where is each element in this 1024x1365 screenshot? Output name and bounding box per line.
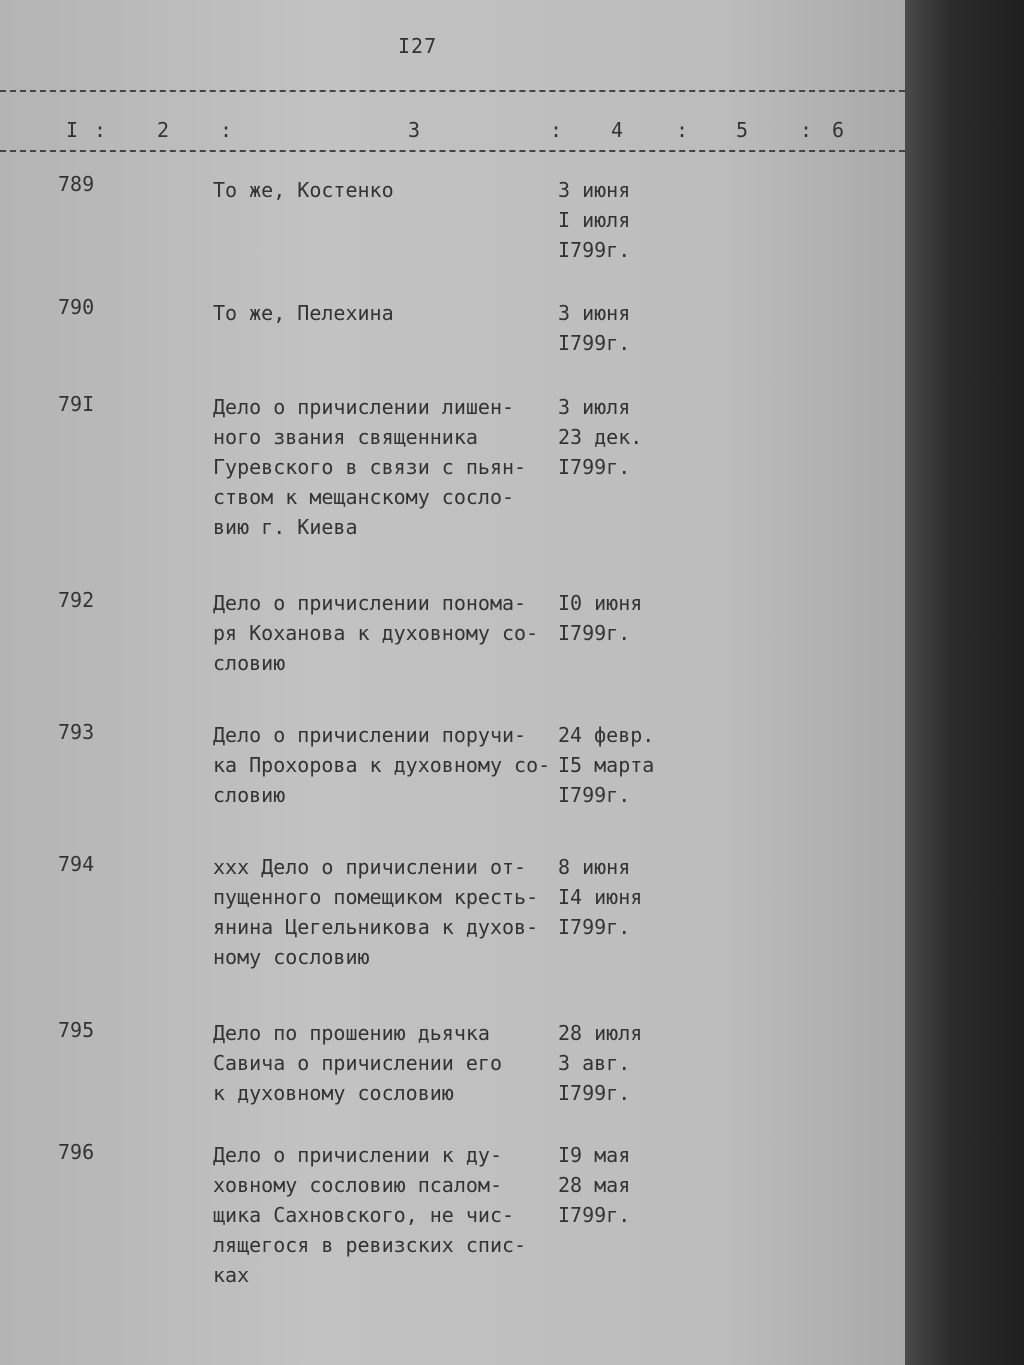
- entry-date-line: I9 мая: [558, 1143, 631, 1167]
- entry-description-line: словию: [213, 651, 286, 675]
- entry-date-line: 23 дек.: [558, 425, 643, 449]
- col-header-1: I: [66, 118, 79, 142]
- entry-dates: [558, 392, 678, 482]
- col-header-sep: :: [676, 118, 689, 142]
- col-header-5: 5: [736, 118, 749, 142]
- entry-description-line: То же, Пелехина: [213, 301, 394, 325]
- entry-date-line: 3 авг.: [558, 1051, 631, 1075]
- entry-date-line: I799г.: [558, 621, 631, 645]
- entry-date-line: 3 июля: [558, 395, 631, 419]
- entry-description-line: То же, Костенко: [213, 178, 394, 202]
- entry-number: 789: [58, 172, 95, 196]
- col-header-sep: :: [94, 118, 107, 142]
- col-header-sep: :: [550, 118, 563, 142]
- entry-number: 792: [58, 588, 95, 612]
- entry-description-line: ховному сословию псалом-: [213, 1173, 502, 1197]
- page-number: I27: [398, 34, 438, 58]
- entry-description-line: ного звания священника: [213, 425, 478, 449]
- entry-dates: [558, 1140, 678, 1230]
- entry-description-line: Дело о причислении поручи-: [213, 723, 527, 747]
- entry-date-line: 3 июня: [558, 301, 631, 325]
- entry-date-line: 24 февр.: [558, 723, 655, 747]
- entry-date-line: 28 мая: [558, 1173, 631, 1197]
- col-header-sep: :: [800, 118, 813, 142]
- entry-description-line: Дело по прошению дьячка: [213, 1021, 490, 1045]
- entry-date-line: I799г.: [558, 238, 631, 262]
- entry-number: 793: [58, 720, 95, 744]
- entry-date-line: I799г.: [558, 455, 631, 479]
- entry-description-line: янина Цегельникова к духов-: [213, 915, 539, 939]
- entry-description: [213, 298, 558, 328]
- entry-description: [213, 588, 558, 678]
- entry-description-line: Дело о причислении понома-: [213, 591, 527, 615]
- entry-description-line: лящегося в ревизских спис-: [213, 1233, 527, 1257]
- entry-date-line: I799г.: [558, 1081, 631, 1105]
- entry-date-line: 3 июня: [558, 178, 631, 202]
- entry-date-line: I799г.: [558, 783, 631, 807]
- entry-description: [213, 175, 558, 205]
- entry-description-line: Савича о причислении его: [213, 1051, 502, 1075]
- entry-dates: [558, 298, 678, 358]
- entry-number: 794: [58, 852, 95, 876]
- entry-description-line: ря Коханова к духовному со-: [213, 621, 539, 645]
- entry-number: 79I: [58, 392, 95, 416]
- entry-number: 796: [58, 1140, 95, 1164]
- entry-description: [213, 1140, 558, 1290]
- entry-dates: [558, 1018, 678, 1108]
- entry-date-line: 28 июля: [558, 1021, 643, 1045]
- entry-description-line: Дело о причислении лишен-: [213, 395, 515, 419]
- entry-date-line: I799г.: [558, 331, 631, 355]
- entry-dates: [558, 720, 678, 810]
- entry-date-line: I4 июня: [558, 885, 643, 909]
- background-edge: [905, 0, 1024, 1365]
- entry-description-line: словию: [213, 783, 286, 807]
- entry-date-line: I799г.: [558, 1203, 631, 1227]
- col-header-sep: :: [220, 118, 233, 142]
- entry-number: 790: [58, 295, 95, 319]
- entry-description-line: ках: [213, 1263, 250, 1287]
- col-header-2: 2: [157, 118, 170, 142]
- entry-description-line: щика Сахновского, не чис-: [213, 1203, 515, 1227]
- entry-description-line: ному сословию: [213, 945, 370, 969]
- entry-description-line: вию г. Киева: [213, 515, 358, 539]
- entry-description: [213, 720, 558, 810]
- entry-dates: [558, 588, 678, 648]
- entry-date-line: I5 марта: [558, 753, 655, 777]
- entry-description-line: ством к мещанскому сосло-: [213, 485, 515, 509]
- col-header-6: 6: [832, 118, 845, 142]
- entry-description: [213, 1018, 558, 1108]
- entry-description-line: ка Прохорова к духовному со-: [213, 753, 551, 777]
- col-header-3: 3: [408, 118, 421, 142]
- entry-description: [213, 392, 558, 542]
- entry-description-line: Гуревского в связи с пьян-: [213, 455, 527, 479]
- col-header-4: 4: [611, 118, 624, 142]
- entry-date-line: I799г.: [558, 915, 631, 939]
- header-rule-top: [0, 90, 905, 92]
- entry-dates: [558, 175, 678, 265]
- entry-description-line: к духовному сословию: [213, 1081, 454, 1105]
- entry-dates: [558, 852, 678, 942]
- entry-date-line: I0 июня: [558, 591, 643, 615]
- entry-description-line: пущенного помещиком кресть-: [213, 885, 539, 909]
- header-rule-bottom: [0, 150, 905, 152]
- entry-description-line: ххх Дело о причислении от-: [213, 855, 527, 879]
- entry-number: 795: [58, 1018, 95, 1042]
- entry-date-line: I июля: [558, 208, 631, 232]
- entry-description: [213, 852, 558, 972]
- entry-description-line: Дело о причислении к ду-: [213, 1143, 502, 1167]
- entry-date-line: 8 июня: [558, 855, 631, 879]
